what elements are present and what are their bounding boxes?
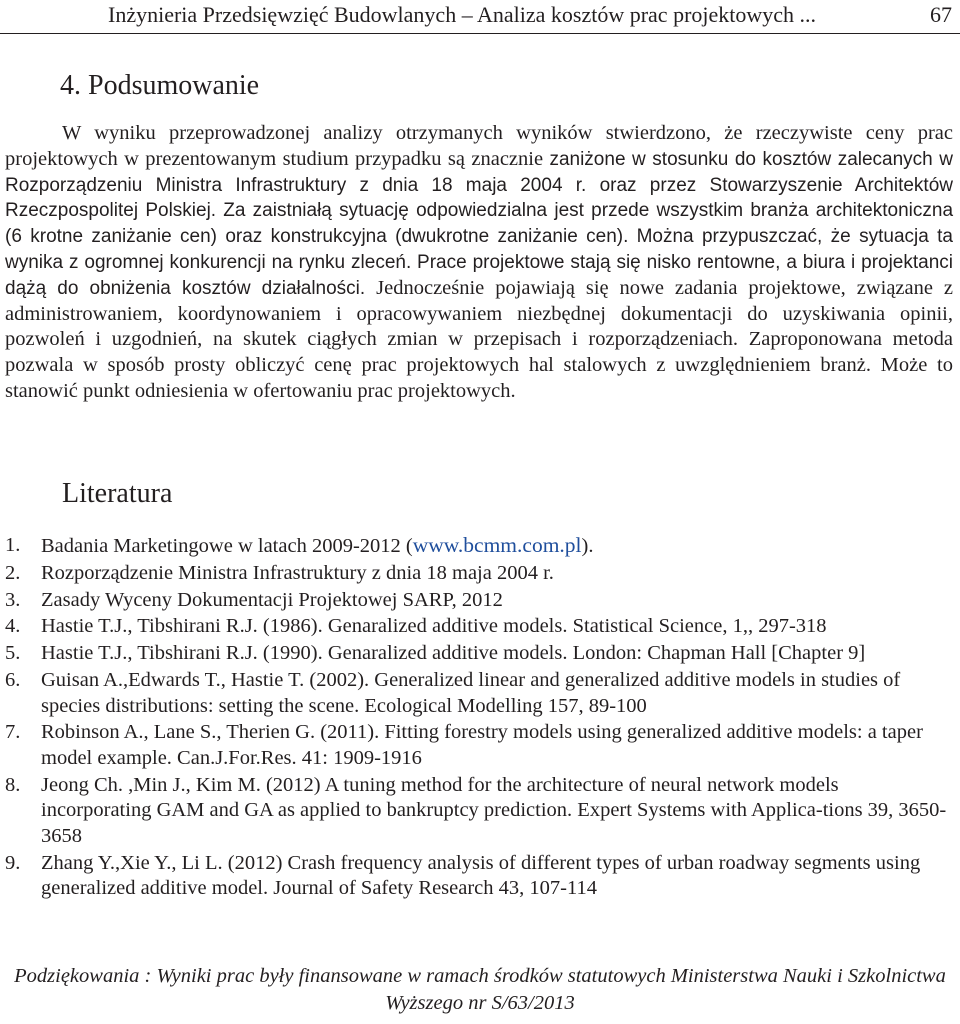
reference-text: Badania Marketingowe w latach 2009-2012 ( bbox=[41, 535, 413, 557]
reference-item bbox=[5, 641, 953, 667]
summary-paragraph bbox=[5, 121, 953, 405]
summary-text-4: Można przypuszczać, że sytuacja ta wynika z ogromnej konkurencji na rynku zleceń. bbox=[5, 226, 953, 273]
reference-link[interactable]: www.bcmm.com.pl bbox=[412, 533, 582, 557]
reference-list bbox=[5, 533, 953, 903]
reference-item bbox=[5, 668, 953, 719]
reference-text: Zasady Wyceny Dokumentacji Projektowej SARP, 2012 bbox=[41, 588, 503, 611]
section-heading-summary: 4. Podsumowanie bbox=[60, 70, 260, 101]
running-header bbox=[0, 0, 960, 34]
reference-item bbox=[5, 588, 953, 614]
reference-number: 7. bbox=[5, 721, 21, 744]
reference-text: Hastie T.J., Tibshirani R.J. (1990). Genaralized additive models. London: Chapman Hall [Chapter 9] bbox=[41, 642, 866, 665]
reference-item bbox=[5, 533, 953, 560]
summary-text-6: Jednocześnie pojawiają się nowe zadania projektowe, związane z administrowaniem, koordynowaniem i opracowywaniem niezbędnej dokumentacji do uzyskiwania opinii, pozwoleń i uzgodnień, na skutek ciągłych zmian w przepisach i rozporządzeniach. Zaproponowana metoda pozwala w sposób prosty obliczyć cenę prac projektowych hal stalowych z uwzględnieniem branż. Może to stanowić punkt odniesienia w ofertowaniu prac projektowych. bbox=[5, 276, 954, 402]
reference-number: 9. bbox=[5, 851, 21, 874]
reference-text: Robinson A., Lane S., Therien G. (2011). Fitting forestry models using generalized additive models: a taper model example. Can.J.For.Res. 41: 1909-1916 bbox=[41, 721, 923, 769]
reference-item bbox=[5, 720, 953, 771]
reference-item bbox=[5, 851, 953, 902]
reference-text: Rozporządzenie Ministra Infrastruktury z dnia 18 maja 2004 r. bbox=[41, 561, 554, 584]
section-heading-literature: Literatura bbox=[62, 478, 173, 509]
reference-number: 1. bbox=[5, 534, 21, 556]
reference-number: 2. bbox=[5, 561, 21, 584]
running-header-title: Inżynieria Przedsięwzięć Budowlanych – Analiza kosztów prac projektowych ... bbox=[108, 2, 817, 27]
reference-text-after: ). bbox=[581, 535, 594, 557]
reference-text: Zhang Y.,Xie Y., Li L. (2012) Crash frequency analysis of different types of urban roadway segments using generalized additive model. Journal of Safety Research 43, 107-114 bbox=[41, 851, 921, 900]
reference-number: 6. bbox=[5, 668, 21, 691]
reference-text: Hastie T.J., Tibshirani R.J. (1986). Genaralized additive models. Statistical Science, 1,, 297-318 bbox=[41, 615, 827, 638]
reference-text: Jeong Ch. ,Min J., Kim M. (2012) A tuning method for the architecture of neural network models incorporating GAM and GA as applied to bankruptcy prediction. Expert Systems with Applica-tions 39, 3650-3658 bbox=[41, 773, 947, 847]
summary-text-1: W wyniku przeprowadzonej analizy otrzymanych wyników stwierdzono, że rzeczywiste ceny prac projektowych w prezentowanym studium przypadku są znacznie bbox=[5, 122, 953, 170]
reference-text: Guisan A.,Edwards T., Hastie T. (2002). Generalized linear and generalized additive models in studies of species distributions: setting the scene. Ecological Modelling 157, 89-100 bbox=[41, 668, 901, 717]
acknowledgment-note: Podziękowania : Wyniki prac były finansowane w ramach środków statutowych Ministerstwa Nauki i Szkolnictwa Wyższego nr S/63/2013 bbox=[14, 965, 946, 1014]
reference-item bbox=[5, 614, 953, 640]
page-number: 67 bbox=[930, 2, 952, 27]
reference-item bbox=[5, 773, 953, 850]
reference-item bbox=[5, 561, 953, 587]
summary-text-2: zaniżone w stosunku do kosztów zalecanych w Rozporządzeniu Ministra Infrastruktury z dnia 18 maja 2004 r. oraz przez Stowarzyszenie Architektów Rzeczpospolitej Polskiej. bbox=[5, 148, 954, 222]
reference-number: 8. bbox=[5, 773, 21, 796]
reference-number: 4. bbox=[5, 615, 21, 638]
summary-text-3: Za zaistniałą sytuację odpowiedzialna jest przede wszystkim branża architektoniczna (6 krotne zaniżanie cen) oraz konstrukcyjna (dwukrotne zaniżanie cen). bbox=[5, 200, 954, 248]
summary-text-5: Prace projektowe stają się nisko rentowne, a biura i projektanci dążą do obniżenia kosztów działalności. bbox=[5, 251, 954, 299]
reference-number: 5. bbox=[5, 642, 21, 665]
reference-number: 3. bbox=[5, 588, 21, 611]
